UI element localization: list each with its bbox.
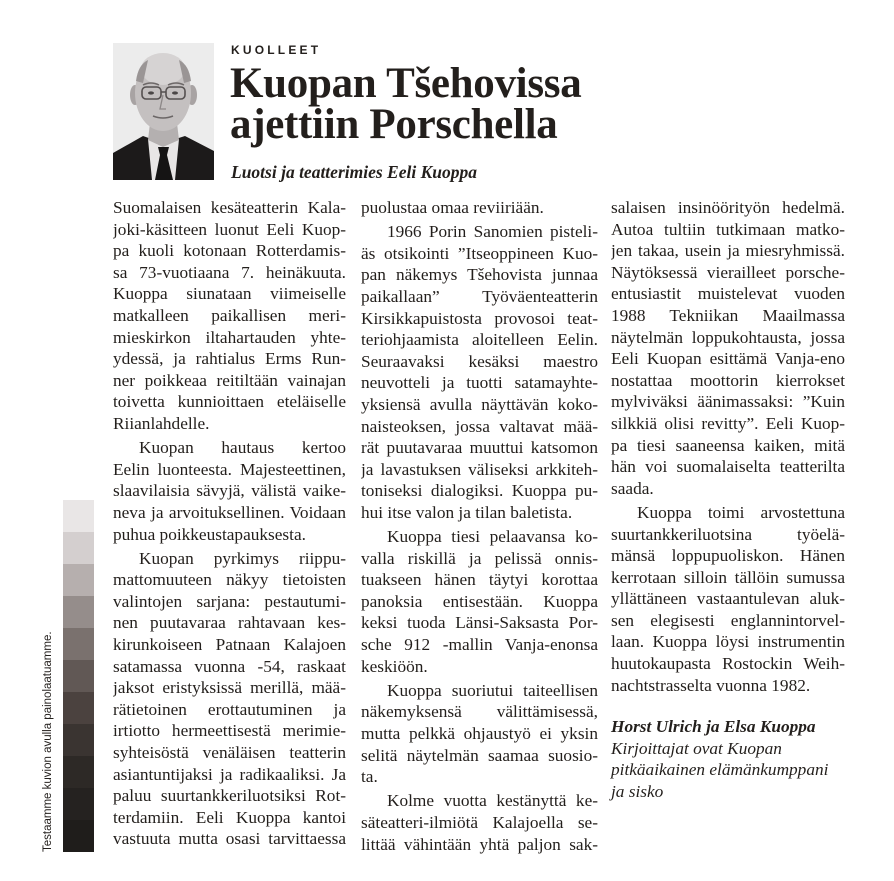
text-line: sa 73-vuotiaana 7. heinäkuuta. [113, 262, 346, 282]
headline [230, 60, 610, 148]
paragraph [113, 548, 346, 850]
text-line: entusiastit muistelevat vuoden [611, 284, 845, 304]
subtitle: Luotsi ja teatterimies Eeli Kuoppa [231, 162, 477, 182]
text-line: pa tiesi saaneensa kaiken, mitä [611, 435, 845, 455]
text-line: mutta pelkkä ohjaustyö ei yksin [361, 724, 598, 744]
author-description-line: pitkäaikainen elämänkumppani [611, 760, 829, 780]
text-line: teriohjaamista aloitelleen Eelin. [361, 330, 598, 350]
text-line: keskiöön. [361, 656, 428, 676]
text-line: vastuuta mutta osasi tarvittaessa [113, 829, 346, 849]
text-line: tuakseen hänen täytyi korottaa [361, 570, 598, 590]
gray-swatch [63, 532, 94, 564]
text-line: salaisen insinöörityön hedelmä. [611, 198, 845, 217]
text-line: naisteoksen, jossa valtavat mää- [361, 416, 598, 436]
paragraph [113, 437, 346, 545]
text-line: keksi tuoda Länsi-Saksasta Por- [361, 613, 598, 633]
gray-swatch [63, 692, 94, 724]
gray-swatch [63, 820, 94, 852]
text-line: puhua poikkeustapauksesta. [113, 524, 306, 544]
paragraph [361, 526, 598, 677]
text-line: Kuoppa tiesi pelaavansa ko- [387, 527, 598, 547]
text-line: paluu suurtankkeriluotsiksi Rot- [113, 786, 346, 806]
paragraph [611, 502, 845, 696]
gray-swatch [63, 564, 94, 596]
text-line: jaksot eristyksissä merillä, mää- [113, 678, 346, 698]
paragraph [113, 197, 346, 435]
gray-swatch [63, 724, 94, 756]
text-line: nachtstrasselta vuonna 1982. [611, 675, 811, 695]
text-line: pa kuoli kotonaan Rotterdamis- [113, 241, 346, 261]
text-line: Kuoppa toimi arvostettuna [637, 502, 845, 522]
text-line: toivetta kunnioittaen eteläiselle [113, 392, 346, 412]
text-line: Seuraavaksi kesäksi maestro [361, 351, 598, 371]
text-line: näytelmän loppukohtausta, jossa [611, 327, 845, 347]
text-line: pan näkemys Tšehovista junnaa [361, 265, 598, 285]
text-line: syhteisöstä venäläisen teatterin [113, 743, 346, 763]
portrait-photo-icon [113, 43, 214, 180]
text-line: Kuoppa suoriutui taiteellisen [387, 680, 598, 700]
text-line: Kuoppa siunataan viimeiselle [113, 284, 346, 304]
text-line: yllättäneen vastaantulevan aluk- [611, 589, 845, 609]
text-line: selitä näytelmän saamaa suosio- [361, 745, 598, 765]
text-line: Eeli Kuopan esittämä Vanja-eno [611, 349, 845, 369]
gray-swatch [63, 596, 94, 628]
text-line: Kuopan pyrkimys riippu- [139, 548, 346, 568]
text-line: Kirsikkapuistosta provosoi teat- [361, 308, 598, 328]
gray-swatch [63, 756, 94, 788]
text-line: mylviväksi äänimassaksi: ”Kuin [611, 392, 845, 412]
paragraph [611, 197, 845, 499]
text-line: ja lavastuksen väliseksi arkkiteh- [361, 459, 598, 479]
text-line: hui itse valon ja tilan baletista. [361, 502, 573, 522]
text-line: saada. [611, 478, 654, 498]
text-line: mieskirkon iltahartauden yhte- [113, 327, 346, 347]
text-line: yksiensä avulla näyttävän koko- [361, 394, 598, 414]
print-test-caption: Testaamme kuvion avulla painolaatuamme. [42, 631, 54, 852]
author-description-line: Kirjoittajat ovat Kuopan [611, 738, 782, 758]
text-line: säteatteri-ilmiötä Kalajoella se- [361, 813, 598, 832]
paragraph [361, 221, 598, 523]
text-line: nostattaa moottorin kierrokset [611, 370, 845, 390]
gray-swatch [63, 788, 94, 820]
print-test-grayscale-strip [63, 500, 94, 852]
text-line: Näytöksessä vierailleet porsche- [611, 262, 845, 282]
text-line: Kolme vuotta kestänyttä ke- [387, 791, 598, 811]
text-line: joki-käsitteen luonut Eeli Kuop- [113, 219, 346, 239]
text-line: kerrotaan silloin tällöin sumussa [611, 567, 845, 587]
section-kicker: KUOLLEET [231, 43, 322, 57]
article-column-3 [611, 197, 845, 803]
text-line: valintojen sarjana: pestautumi- [113, 591, 346, 611]
text-line: 1966 Porin Sanomien pisteli- [387, 222, 598, 242]
text-line: suurtankkeriluotsina työelä- [611, 524, 845, 544]
text-line: sen elegisesti englannintorvel- [611, 610, 845, 630]
text-line: panoksia entisestään. Kuoppa [361, 591, 598, 611]
text-line: kirunkoiseen Patnaan Kalajoen [113, 635, 346, 655]
gray-swatch [63, 500, 94, 532]
text-line: valla riskillä ja pelissä onnis- [361, 548, 598, 568]
author-signature [611, 716, 845, 802]
paragraph [361, 680, 598, 788]
text-line: neuvotteli ja tuotti satamayhte- [361, 373, 598, 393]
paragraph [361, 790, 598, 855]
text-line: laan. Kuoppa löysi instrumentin [611, 632, 845, 652]
paragraph [361, 197, 598, 219]
text-line: 1988 Tekniikan Maailmassa [611, 305, 845, 325]
text-line: terdamiin. Eeli Kuoppa kantoi [113, 807, 346, 827]
text-line: ta. [361, 767, 378, 787]
text-line: matkalleen paikallisen meri- [113, 305, 346, 325]
text-line: rät puutavaraa muuttui katsomon [361, 438, 598, 458]
headline-line: ajettiin Porschella [230, 101, 558, 148]
text-line: mattomuuteen näkyy tietoisten [113, 570, 346, 590]
gray-swatch [63, 660, 94, 692]
text-line: näkemyksensä välittämisessä, [361, 702, 598, 722]
text-line: nen puutavaraa rahtavaan kes- [113, 613, 346, 633]
text-line: Eelin luonteesta. Majesteettinen, [113, 459, 346, 479]
text-line: toniseksi dialogiksi. Kuoppa pu- [361, 481, 598, 501]
text-line: puolustaa omaa reviiriään. [361, 198, 544, 217]
author-names: Horst Ulrich ja Elsa Kuoppa [611, 717, 816, 737]
column-body [611, 197, 845, 696]
text-line: Suomalaisen kesäteatterin Kala- [113, 198, 346, 217]
article-column-2 [361, 197, 598, 858]
author-description-line: ja sisko [611, 782, 664, 802]
text-line: Autoa tultiin tutkimaan matko- [611, 219, 845, 239]
text-line: äs otsikointi ”Itseoppineen Kuo- [361, 243, 598, 263]
text-line: neva ja arvoituksellinen. Voidaan [113, 502, 346, 522]
text-line: silkkiä olisi revitty”. Eeli Kuop- [611, 413, 845, 433]
article-column-1 [113, 197, 346, 853]
text-line: Kuopan hautaus kertoo [139, 438, 346, 458]
text-line: slaavilaisia sävyjä, välistä vaike- [113, 481, 346, 501]
portrait-photo [113, 43, 214, 180]
text-line: rätietoinen erottautuminen ja [113, 699, 346, 719]
text-line: littää vähintään yhtä paljon sak- [361, 834, 598, 854]
text-line: ner poikkeaa reitiltään vainajan [113, 370, 346, 390]
text-line: ydessä, ja rahtialus Erms Run- [113, 349, 346, 369]
text-line: jen takaa, usein ja miesryhmissä. [611, 241, 845, 261]
text-line: mänsä loppupuoliskon. Hänen [611, 546, 845, 566]
text-line: paikallaan” Työväenteatterin [361, 286, 598, 306]
headline-line: Kuopan Tšehovissa [230, 60, 582, 107]
text-line: hän voi suomalaiselta teatterilta [611, 457, 845, 477]
gray-swatch [63, 628, 94, 660]
text-line: sche 912 -mallin Vanja-enonsa [361, 635, 598, 655]
text-line: huutokaupasta Rostockin Weih- [611, 654, 845, 674]
text-line: satamassa vuonna -54, raskaat [113, 656, 346, 676]
text-line: asiantuntijaksi ja radikaaliksi. Ja [113, 764, 346, 784]
text-line: Riianlahdelle. [113, 413, 210, 433]
text-line: irtiotto hermeettisestä merimie- [113, 721, 346, 741]
